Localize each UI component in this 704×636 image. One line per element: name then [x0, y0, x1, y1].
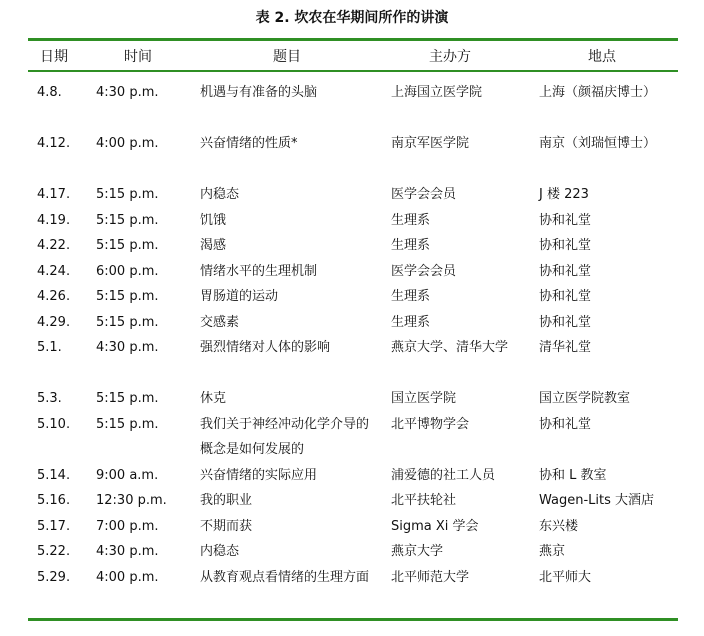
- cell-time: 5:15 p.m.: [96, 238, 159, 253]
- table-row: [0, 539, 704, 565]
- cell-topic: 情绪水平的生理机制: [200, 263, 318, 279]
- cell-date: 5.17.: [37, 518, 71, 534]
- cell-place: 清华礼堂: [539, 340, 592, 355]
- cell-organizer: 北平师范大学: [391, 569, 470, 585]
- cell-topic: 机遇与有准备的头脑: [200, 85, 318, 100]
- cell-time: 5:15 p.m.: [96, 314, 159, 330]
- cell-date: 4.22.: [37, 238, 71, 253]
- cell-organizer: 上海国立医学院: [391, 85, 483, 100]
- cell-organizer: 生理系: [391, 212, 431, 228]
- cell-place: 协和礼堂: [539, 289, 592, 304]
- cell-topic: 饥饿: [200, 212, 227, 228]
- cell-date: 4.17.: [37, 187, 71, 202]
- cell-place: 国立医学院教室: [539, 391, 631, 406]
- table-row: [0, 488, 704, 514]
- cell-time: 5:15 p.m.: [96, 212, 159, 228]
- cell-time: 9:00 a.m.: [96, 467, 159, 483]
- table-row: [0, 131, 704, 182]
- table-caption: 表 2. 坎农在华期间所作的讲演: [255, 10, 449, 26]
- cell-place: 协和礼堂: [539, 212, 592, 228]
- cell-organizer: 北平博物学会: [391, 416, 470, 432]
- cell-date: 4.19.: [37, 212, 71, 228]
- header-rule: [28, 70, 678, 72]
- table-row: [0, 412, 704, 463]
- header-organizer: 主办方: [429, 49, 471, 65]
- cell-date: 5.3.: [37, 391, 62, 406]
- cell-topic: 内稳态: [200, 187, 240, 202]
- cell-place: 燕京: [539, 544, 566, 559]
- cell-organizer: 生理系: [391, 289, 431, 304]
- cell-date: 5.22.: [37, 544, 71, 559]
- table-row: [0, 310, 704, 336]
- cell-topic: 兴奋情绪的性质*: [200, 136, 298, 151]
- cell-topic: 我的职业: [200, 493, 253, 508]
- cell-topic: 渴感: [200, 238, 227, 253]
- cell-time: 7:00 p.m.: [96, 518, 159, 534]
- cell-topic: 不期而获: [200, 518, 253, 534]
- table-row: [0, 259, 704, 285]
- cell-date: 4.29.: [37, 314, 71, 330]
- cell-place: 协和礼堂: [539, 263, 592, 279]
- table-row: [0, 208, 704, 234]
- header-place: 地点: [588, 49, 616, 65]
- cell-topic: 兴奋情绪的实际应用: [200, 467, 318, 483]
- cell-place: 东兴楼: [539, 518, 579, 534]
- cell-topic: 我们关于神经冲动化学介导的概念是如何发展的: [200, 416, 370, 457]
- cell-date: 5.29.: [37, 569, 71, 585]
- cell-place: J 楼 223: [539, 187, 589, 202]
- cell-topic: 胃肠道的运动: [200, 289, 279, 304]
- table-row: [0, 80, 704, 131]
- cell-time: 5:15 p.m.: [96, 391, 159, 406]
- cell-date: 4.12.: [37, 136, 71, 151]
- header-topic: 题目: [273, 49, 301, 65]
- cell-organizer: 医学会会员: [391, 263, 457, 279]
- cell-time: 4:00 p.m.: [96, 136, 159, 151]
- header-time: 时间: [124, 49, 152, 65]
- cell-place: 协和 L 教室: [539, 467, 607, 483]
- cell-date: 5.14.: [37, 467, 71, 483]
- cell-time: 6:00 p.m.: [96, 263, 159, 279]
- cell-organizer: 北平扶轮社: [391, 493, 457, 508]
- cell-place: 南京（刘瑞恒博士）: [539, 136, 657, 151]
- bottom-rule: [28, 618, 678, 621]
- cell-time: 5:15 p.m.: [96, 289, 159, 304]
- cell-time: 12:30 p.m.: [96, 493, 167, 508]
- cell-organizer: 生理系: [391, 238, 431, 253]
- cell-time: 4:30 p.m.: [96, 340, 159, 355]
- cell-place: Wagen-Lits 大酒店: [539, 493, 655, 508]
- table-row: [0, 233, 704, 259]
- cell-date: 5.16.: [37, 493, 71, 508]
- cell-organizer: 浦爱德的社工人员: [391, 467, 496, 483]
- cell-date: 4.26.: [37, 289, 71, 304]
- table-row: [0, 514, 704, 540]
- cell-time: 4:30 p.m.: [96, 85, 159, 100]
- cell-place: 协和礼堂: [539, 416, 592, 432]
- cell-time: 4:30 p.m.: [96, 544, 159, 559]
- table-row: [0, 182, 704, 208]
- cell-organizer: Sigma Xi 学会: [391, 518, 479, 534]
- cell-place: 北平师大: [539, 569, 592, 585]
- cell-topic: 从教育观点看情绪的生理方面: [200, 569, 370, 585]
- table-row: [0, 565, 704, 616]
- table-row: [0, 463, 704, 489]
- cell-place: 协和礼堂: [539, 314, 592, 330]
- cell-organizer: 生理系: [391, 314, 431, 330]
- table-row: [0, 386, 704, 412]
- cell-organizer: 南京军医学院: [391, 136, 470, 151]
- cell-organizer: 国立医学院: [391, 391, 457, 406]
- table-row: [0, 284, 704, 310]
- cell-organizer: 医学会会员: [391, 187, 457, 202]
- cell-topic: 休克: [200, 391, 227, 406]
- top-rule: [28, 38, 678, 41]
- cell-time: 4:00 p.m.: [96, 569, 159, 585]
- cell-organizer: 燕京大学、清华大学: [391, 340, 509, 355]
- cell-place: 协和礼堂: [539, 238, 592, 253]
- cell-time: 5:15 p.m.: [96, 416, 159, 432]
- cell-organizer: 燕京大学: [391, 544, 444, 559]
- cell-topic: 内稳态: [200, 544, 240, 559]
- table-body: [0, 80, 704, 616]
- cell-date: 4.24.: [37, 263, 71, 279]
- cell-topic: 强烈情绪对人体的影响: [200, 340, 331, 355]
- table-row: [0, 335, 704, 386]
- cell-date: 5.1.: [37, 340, 62, 355]
- cell-time: 5:15 p.m.: [96, 187, 159, 202]
- cell-topic: 交感素: [200, 314, 240, 330]
- header-date: 日期: [40, 49, 68, 65]
- cell-date: 4.8.: [37, 85, 62, 100]
- cell-date: 5.10.: [37, 416, 71, 432]
- cell-place: 上海（颜福庆博士）: [539, 85, 657, 100]
